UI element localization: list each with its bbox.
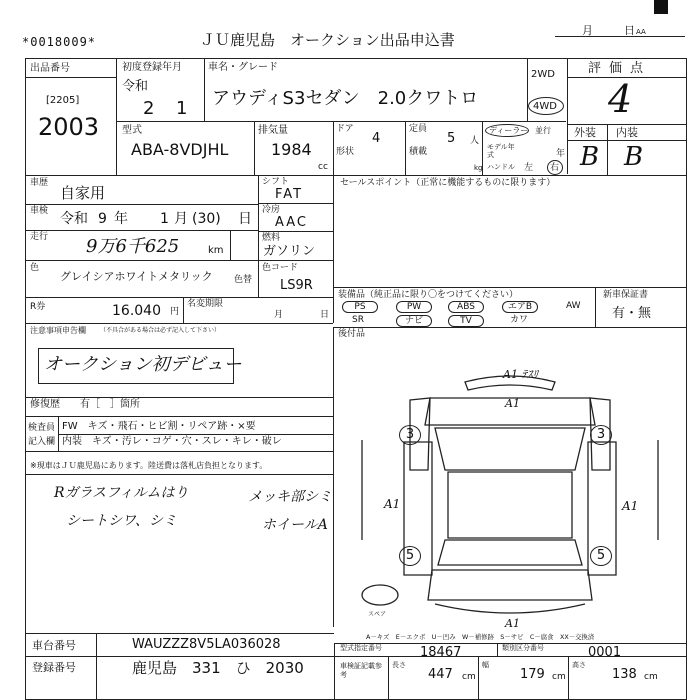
mileage-label: 走行 (30, 232, 49, 242)
equip-pw: PW (396, 301, 432, 313)
diagram-top-label: A1 ﾃｽﾘ (503, 368, 538, 381)
capacity-unit: 人 (470, 136, 480, 146)
wheel-front-left: 3 (399, 425, 421, 445)
doors: 4 (372, 131, 381, 146)
diagram-left-label: A1 (384, 497, 401, 511)
displacement: 1984 (271, 140, 312, 159)
warranty-label: 新車保証書 (603, 290, 649, 300)
capacity-label: 定員 (409, 124, 428, 134)
cert-label: 型式指定番号 (340, 644, 382, 652)
selling-points-label: セールスポイント（正常に機能するものに限ります） (340, 178, 556, 188)
class-label: 類別区分番号 (502, 644, 544, 652)
shift: FAT (275, 187, 304, 202)
reg-year: 2 (143, 98, 155, 119)
load-label: 積載 (409, 147, 428, 157)
mileage: 9万6千625 (86, 236, 180, 257)
barcode-number: *0018009* (22, 35, 97, 49)
interior-label: 内装 (616, 126, 638, 139)
dim-label: 車検証記載参考 (340, 662, 382, 679)
disclaimer: ※現車はＪＵ鹿児島にあります。陸送費は落札店負担となります。 (30, 461, 268, 470)
km-unit: km (208, 245, 224, 256)
wheel-front-right: 3 (590, 425, 612, 445)
lot-label: 出品番号 (30, 63, 70, 74)
model-grade-label: 車名・グレード (208, 62, 278, 73)
warranty-value: 有・無 (612, 306, 652, 321)
exterior-label: 外装 (574, 126, 596, 139)
inspection-day: (30) (192, 211, 221, 227)
handle-right: 右 (550, 163, 560, 173)
rear-window-shape (438, 540, 582, 565)
equipment-label: 装備品（純正品に限り〇をつけてください） (338, 290, 519, 300)
inspector-row-1: FW キズ・飛石・ヒビ割・リペア跡・×要 (62, 421, 256, 432)
form-title: ＪＵ鹿児島 オークション出品申込書 (200, 31, 455, 49)
trunk-shape (428, 570, 592, 600)
parallel-label: 並行 (535, 126, 551, 135)
cc-unit: cc (318, 162, 328, 172)
day-label: 日 (624, 24, 635, 37)
displacement-label: 排気量 (258, 125, 288, 136)
first-reg-label: 初度登録年月 (122, 62, 182, 73)
interior-grade: B (624, 142, 644, 172)
dealer-label: ディーラー (489, 126, 529, 135)
equip-sr: SR (352, 315, 364, 325)
width-label: 幅 (482, 661, 489, 669)
inspector-label-2: 記入欄 (28, 437, 56, 447)
handle-left: 左 (524, 163, 534, 173)
usage-label: 車歴 (30, 178, 49, 188)
notes-sub: （不具合がある場合は必ず記入して下さい） (100, 327, 221, 334)
inspection-month-unit: 月 (174, 211, 188, 227)
color-code-label: 色コード (262, 263, 299, 273)
roof-shape (448, 472, 572, 538)
drive-4wd: 4WD (533, 101, 557, 112)
spare-tire-shape (362, 585, 398, 605)
length-value: 447 (428, 667, 453, 682)
width-unit: cm (552, 672, 566, 682)
inspection-year-unit: 年 (114, 211, 128, 227)
fuel-label: 燃料 (262, 233, 281, 243)
yen-unit: 円 (170, 307, 180, 317)
fuel: ガソリン (263, 244, 316, 259)
equip-tv: TV (448, 315, 484, 327)
class-number: 0001 (588, 645, 622, 660)
height-unit: cm (644, 672, 658, 682)
exterior-grade: B (580, 142, 600, 172)
repair-value: 有［ ］箇所 (80, 399, 140, 410)
inspection-era: 令和 (60, 211, 88, 227)
equip-abs: ABS (448, 301, 484, 313)
note-right-2: ホイールA (262, 517, 328, 533)
length-label: 長さ (392, 661, 406, 669)
note-left-1: Rガラスフィルムはり (54, 485, 189, 501)
repair-label: 修復歴 (30, 399, 60, 410)
color-label: 色 (30, 263, 40, 273)
plate-number: 鹿児島 331 ひ 2030 (132, 659, 304, 677)
cert-number: 18467 (420, 645, 462, 660)
color-code: LS9R (280, 278, 313, 293)
equip-navi: ナビ (396, 315, 432, 327)
month-label: 月 (582, 24, 593, 37)
shift-label: シフト (262, 177, 290, 187)
grade-label: 評価点 (588, 61, 652, 76)
doors-label: ドア (336, 124, 354, 134)
diagram-front-label: A1 (505, 397, 520, 410)
plate-label: 登録番号 (32, 661, 76, 674)
recycle-label: R券 (30, 302, 46, 312)
color-name: グレイシアホワイトメタリック (60, 270, 213, 283)
ac: AAC (275, 215, 308, 230)
type-label: 型式 (122, 125, 142, 136)
length-unit: cm (462, 672, 476, 682)
year-unit: 年 (556, 149, 566, 159)
equip-ps: PS (342, 301, 378, 313)
inspector-row-2: 内装 キズ・汚レ・コゲ・穴・スレ・キレ・破レ (62, 436, 282, 447)
type-code: ABA-8VDJHL (131, 140, 229, 159)
diagram-bottom-label: A1 (505, 617, 520, 630)
name-change-day: 日 (320, 310, 330, 320)
rear-bumper-shape (435, 604, 585, 613)
debut-stamp-text: オークション初デビュー (44, 354, 242, 375)
note-left-2: シートシワ、シミ (66, 513, 177, 529)
width-value: 179 (520, 667, 545, 682)
recycle-amount: 16.040 (112, 303, 161, 319)
usage: 自家用 (60, 184, 106, 202)
inspection-year: 9 (98, 211, 107, 227)
damage-legend: A－キズ E－エクボ U－凹み W－補修跡 S－サビ C－腐食 XX－交換済 (366, 633, 595, 641)
inspection-day-unit: 日 (238, 211, 252, 227)
chassis-label: 車台番号 (32, 639, 76, 652)
diagram-right-label: A1 (622, 499, 639, 513)
inspector-label-1: 検査員 (28, 423, 56, 433)
height-label: 高さ (572, 661, 586, 669)
equip-aw: AW (566, 301, 581, 311)
model-grade: アウディS3セダン 2.0クワトロ (212, 88, 479, 109)
inspection-label: 車検 (30, 206, 49, 216)
reg-era: 令和 (122, 79, 149, 94)
wheel-rear-left: 5 (399, 546, 421, 566)
name-change-label: 名変期限 (187, 299, 224, 309)
kg-unit: kg (474, 164, 483, 172)
lot-number: 2003 (38, 113, 100, 141)
shape-label: 形状 (336, 147, 355, 157)
model-year-label: モデル年式 (487, 143, 515, 159)
wheel-rear-right: 5 (590, 546, 612, 566)
windshield-shape (435, 428, 585, 470)
ac-label: 冷房 (262, 205, 281, 215)
notes-label: 注意事項申告欄 (30, 326, 86, 335)
aa-stamp: AA (636, 28, 646, 36)
height-value: 138 (612, 667, 637, 682)
post-equip-label: 後付品 (338, 329, 366, 339)
lot-bracket: [2205] (46, 95, 80, 106)
repaint-label: 色替 (234, 275, 253, 285)
note-right-1: メッキ部シミ (248, 489, 332, 505)
equip-airbag: エアB (502, 301, 538, 313)
corner-mark (654, 0, 668, 14)
chassis-number: WAUZZZ8V5LA036028 (132, 637, 281, 652)
reg-month: 1 (176, 98, 188, 119)
spare-label: スペア (368, 611, 387, 618)
drive-2wd: 2WD (531, 69, 555, 80)
handle-label: ハンドル (487, 163, 515, 171)
equip-leather: カワ (510, 315, 529, 325)
name-change-month: 月 (274, 310, 284, 320)
capacity: 5 (447, 131, 456, 146)
grade-score: 4 (608, 77, 633, 121)
inspection-month: 1 (160, 211, 169, 227)
